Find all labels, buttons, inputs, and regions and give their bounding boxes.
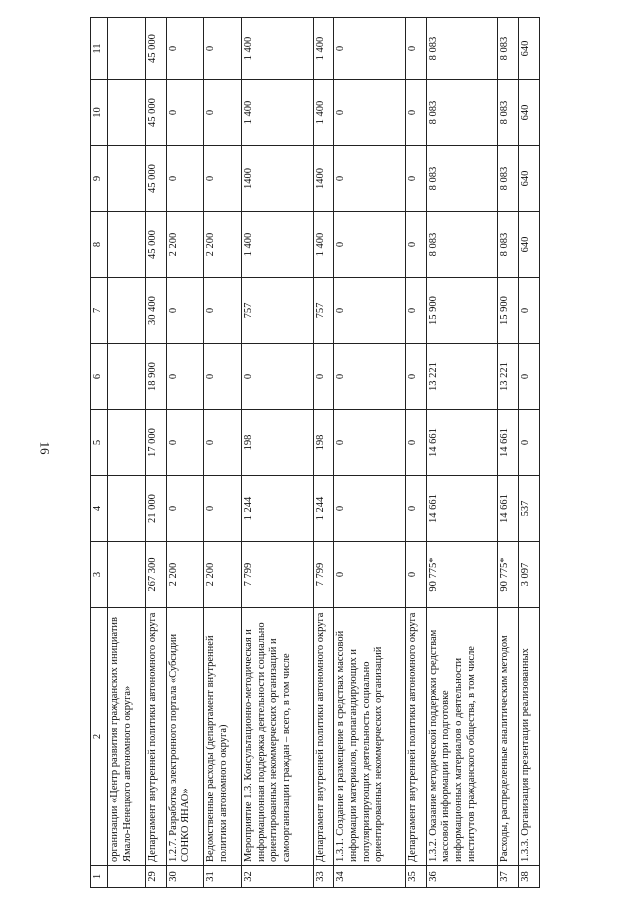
row-number: 31 <box>204 866 242 888</box>
value-cell: 15 900 <box>426 278 497 344</box>
value-cell: 537 <box>519 476 540 542</box>
table-row <box>242 18 313 888</box>
value-cell: 640 <box>519 18 540 80</box>
value-cell: 198 <box>242 410 313 476</box>
row-number: 38 <box>519 866 540 888</box>
column-header: 1 <box>91 866 108 888</box>
value-cell: 1 400 <box>313 212 334 278</box>
value-cell: 0 <box>242 344 313 410</box>
row-number: 29 <box>145 866 166 888</box>
value-cell: 8 083 <box>498 146 519 212</box>
value-cell: 757 <box>313 278 334 344</box>
value-cell: 0 <box>519 344 540 410</box>
value-cell: 21 000 <box>145 476 166 542</box>
table-row <box>519 18 540 888</box>
rotated-page <box>90 18 540 888</box>
value-cell: 7 799 <box>313 542 334 608</box>
value-cell: 0 <box>166 146 204 212</box>
row-number: 36 <box>426 866 497 888</box>
value-cell: 0 <box>204 80 242 146</box>
row-name: 1.3.1. Создание и размещение в средствах массовой информации материалов, пропагандирующих и популяризирующих деятельность социально ориентированных некоммерческих организаций <box>334 608 405 866</box>
value-cell: 8 083 <box>426 146 497 212</box>
value-cell <box>108 476 146 542</box>
value-cell: 15 900 <box>498 278 519 344</box>
row-name: 1.2.7. Разработка электронного портала «Субсидии СОНКО ЯНАО» <box>166 608 204 866</box>
table-row <box>204 18 242 888</box>
value-cell: 0 <box>334 278 405 344</box>
row-name: Мероприятие 1.3. Консультационно-методическая и информационная поддержка деятельности социально ориентированных некоммерческих организаций и самоорганизации граждан – всего, в том числе <box>242 608 313 866</box>
budget-table <box>90 17 540 888</box>
value-cell: 0 <box>166 410 204 476</box>
value-cell: 1 400 <box>242 18 313 80</box>
value-cell: 0 <box>405 18 426 80</box>
column-header: 4 <box>91 476 108 542</box>
value-cell: 0 <box>405 344 426 410</box>
value-cell: 0 <box>313 344 334 410</box>
value-cell: 2 200 <box>166 542 204 608</box>
value-cell: 45 000 <box>145 212 166 278</box>
table-row <box>313 18 334 888</box>
value-cell: 0 <box>166 476 204 542</box>
value-cell: 0 <box>405 146 426 212</box>
value-cell: 7 799 <box>242 542 313 608</box>
value-cell: 0 <box>334 146 405 212</box>
value-cell: 1 400 <box>242 212 313 278</box>
value-cell: 2 200 <box>166 212 204 278</box>
value-cell: 0 <box>405 278 426 344</box>
row-number: 37 <box>498 866 519 888</box>
value-cell: 45 000 <box>145 146 166 212</box>
value-cell: 8 083 <box>498 80 519 146</box>
value-cell: 640 <box>519 146 540 212</box>
value-cell: 0 <box>204 146 242 212</box>
value-cell: 0 <box>166 278 204 344</box>
value-cell: 0 <box>204 278 242 344</box>
value-cell: 18 900 <box>145 344 166 410</box>
value-cell: 45 000 <box>145 18 166 80</box>
row-number: 30 <box>166 866 204 888</box>
value-cell: 0 <box>204 344 242 410</box>
value-cell: 267 300 <box>145 542 166 608</box>
column-header: 11 <box>91 18 108 80</box>
row-name: Департамент внутренней политики автономного округа <box>405 608 426 866</box>
row-name: Расходы, распределенные аналитическим методом <box>498 608 519 866</box>
table-row <box>108 18 146 888</box>
value-cell: 1400 <box>313 146 334 212</box>
value-cell: 45 000 <box>145 80 166 146</box>
value-cell: 14 661 <box>426 410 497 476</box>
value-cell: 0 <box>334 410 405 476</box>
value-cell: 0 <box>405 80 426 146</box>
value-cell: 0 <box>405 542 426 608</box>
value-cell: 0 <box>166 80 204 146</box>
value-cell: 17 000 <box>145 410 166 476</box>
value-cell: 0 <box>204 476 242 542</box>
value-cell: 0 <box>519 278 540 344</box>
row-number: 32 <box>242 866 313 888</box>
row-name: 1.3.3. Организация презентации реализованных <box>519 608 540 866</box>
table-row <box>426 18 497 888</box>
value-cell: 0 <box>405 410 426 476</box>
column-header: 5 <box>91 410 108 476</box>
value-cell <box>108 278 146 344</box>
value-cell: 14 661 <box>498 476 519 542</box>
value-cell: 8 083 <box>426 212 497 278</box>
value-cell: 90 775* <box>426 542 497 608</box>
value-cell: 0 <box>334 476 405 542</box>
value-cell: 0 <box>334 212 405 278</box>
value-cell: 0 <box>405 212 426 278</box>
value-cell: 1 244 <box>242 476 313 542</box>
value-cell: 640 <box>519 212 540 278</box>
table-row <box>498 18 519 888</box>
value-cell: 0 <box>166 18 204 80</box>
row-name: 1.3.2. Оказание методической поддержки средствам массовой информации при подготовке информационных материалов о деятельности институтов гражданского общества, в том числе <box>426 608 497 866</box>
header-row <box>91 18 108 888</box>
value-cell: 757 <box>242 278 313 344</box>
value-cell: 640 <box>519 80 540 146</box>
value-cell: 8 083 <box>426 18 497 80</box>
column-header: 9 <box>91 146 108 212</box>
value-cell <box>108 542 146 608</box>
column-header: 3 <box>91 542 108 608</box>
page-number: 16 <box>37 441 53 455</box>
row-name: Департамент внутренней политики автономного округа <box>145 608 166 866</box>
value-cell: 2 200 <box>204 542 242 608</box>
row-name: Ведомственные расходы (департамент внутренней политики автономного округа) <box>204 608 242 866</box>
value-cell: 1 400 <box>242 80 313 146</box>
value-cell: 13 221 <box>498 344 519 410</box>
value-cell: 0 <box>204 18 242 80</box>
value-cell: 0 <box>204 410 242 476</box>
value-cell: 0 <box>166 344 204 410</box>
value-cell: 1400 <box>242 146 313 212</box>
value-cell: 1 400 <box>313 18 334 80</box>
value-cell: 0 <box>334 80 405 146</box>
value-cell <box>108 146 146 212</box>
value-cell: 1 244 <box>313 476 334 542</box>
value-cell <box>108 212 146 278</box>
value-cell <box>108 80 146 146</box>
table-row <box>145 18 166 888</box>
value-cell: 90 775* <box>498 542 519 608</box>
value-cell: 0 <box>405 476 426 542</box>
value-cell: 8 083 <box>498 212 519 278</box>
column-header: 7 <box>91 278 108 344</box>
value-cell <box>108 344 146 410</box>
value-cell: 0 <box>334 18 405 80</box>
column-header: 8 <box>91 212 108 278</box>
row-number: 33 <box>313 866 334 888</box>
column-header: 10 <box>91 80 108 146</box>
value-cell: 14 661 <box>498 410 519 476</box>
row-name: организации «Центр развития гражданских инициатив Ямало-Ненецкого автономного округа» <box>108 608 146 866</box>
value-cell: 8 083 <box>426 80 497 146</box>
value-cell: 1 400 <box>313 80 334 146</box>
column-header: 2 <box>91 608 108 866</box>
row-number: 35 <box>405 866 426 888</box>
value-cell: 198 <box>313 410 334 476</box>
row-number: 34 <box>334 866 405 888</box>
value-cell: 0 <box>334 542 405 608</box>
value-cell: 8 083 <box>498 18 519 80</box>
value-cell: 0 <box>519 410 540 476</box>
row-name: Департамент внутренней политики автономного округа <box>313 608 334 866</box>
value-cell <box>108 18 146 80</box>
value-cell: 3 097 <box>519 542 540 608</box>
table-row <box>334 18 405 888</box>
column-header: 6 <box>91 344 108 410</box>
table-row <box>166 18 204 888</box>
value-cell: 14 661 <box>426 476 497 542</box>
row-number <box>108 866 146 888</box>
value-cell: 2 200 <box>204 212 242 278</box>
value-cell: 0 <box>334 344 405 410</box>
value-cell: 13 221 <box>426 344 497 410</box>
value-cell <box>108 410 146 476</box>
value-cell: 30 400 <box>145 278 166 344</box>
table-row <box>405 18 426 888</box>
